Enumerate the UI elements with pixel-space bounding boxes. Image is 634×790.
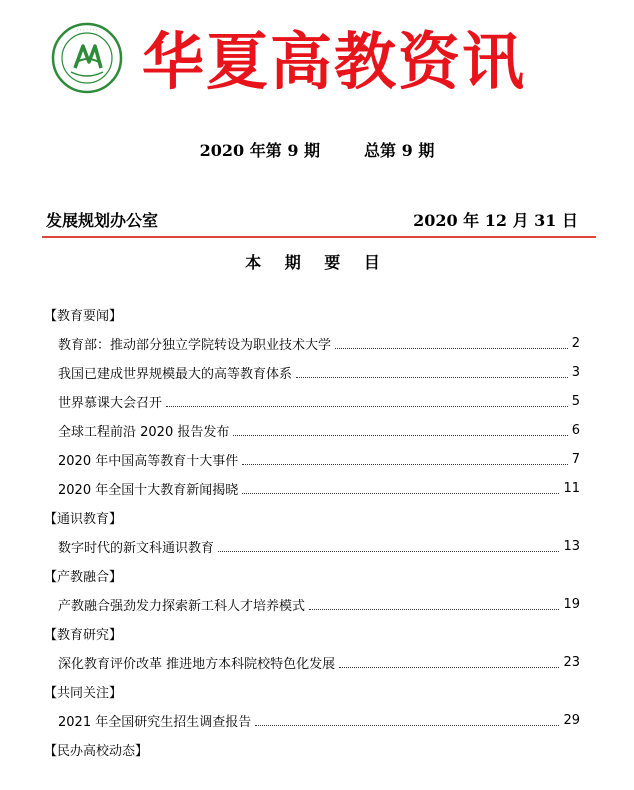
toc-section-heading: 【民办高校动态】: [44, 744, 149, 759]
toc-entry-page: 7: [571, 452, 580, 467]
toc-entry[interactable]: [44, 329, 580, 358]
publication-date: 2020 年 12 月 31 日: [413, 211, 578, 230]
toc-entry-title: 世界慕课大会召开: [58, 396, 163, 411]
toc-section-heading: 【产教融合】: [44, 570, 123, 585]
toc-section-heading: 【通识教育】: [44, 512, 123, 527]
toc-entry-page: 6: [571, 423, 580, 438]
toc-entry-title: 我国已建成世界规模最大的高等教育体系: [58, 367, 293, 382]
dot-leader: [255, 725, 559, 726]
dot-leader: [296, 377, 568, 378]
toc-entry[interactable]: [44, 416, 580, 445]
toc-entry-page: 5: [571, 394, 580, 409]
toc-title: 本 期 要 目: [245, 253, 389, 272]
dot-leader: [233, 435, 567, 436]
toc-section-heading: 【共同关注】: [44, 686, 123, 701]
toc-entry-title: 全球工程前沿 2020 报告发布: [58, 425, 230, 440]
dot-leader: [242, 493, 559, 494]
toc-entry[interactable]: [44, 445, 580, 474]
toc-section-heading: 【教育要闻】: [44, 309, 123, 324]
toc-entry-title: 2020 年全国十大教育新闻揭晓: [58, 483, 239, 498]
dot-leader: [339, 667, 559, 668]
svg-text:· · · · · · ·: · · · · · · ·: [76, 27, 98, 34]
toc-entry-title: 数字时代的新文科通识教育: [58, 541, 215, 556]
institution-seal-logo: [51, 22, 123, 94]
toc-entry-page: 13: [563, 539, 580, 554]
toc-entry[interactable]: [44, 358, 580, 387]
toc-entry-page: 29: [563, 713, 580, 728]
dot-leader: [335, 348, 568, 349]
header-rule: [42, 236, 596, 238]
toc-entry-page: 3: [571, 365, 580, 380]
toc-entry-title: 2021 年全国研究生招生调查报告: [58, 715, 252, 730]
toc-entry-title: 产教融合强劲发力探索新工科人才培养模式: [58, 599, 306, 614]
toc-entry[interactable]: [44, 387, 580, 416]
total-issue: 总第 9 期: [364, 141, 435, 160]
issue-number: 2020 年第 9 期: [199, 141, 321, 160]
department: 发展规划办公室: [46, 211, 159, 230]
toc-entry[interactable]: [44, 648, 580, 677]
toc-entry[interactable]: [44, 590, 580, 619]
toc-entry[interactable]: [44, 532, 580, 561]
toc-entry-page: 2: [571, 336, 580, 351]
toc-entry[interactable]: [44, 706, 580, 735]
toc-entry-title: 深化教育评价改革 推进地方本科院校特色化发展: [58, 657, 336, 672]
toc-section-heading: 【教育研究】: [44, 628, 123, 643]
table-of-contents: [44, 300, 580, 764]
toc-entry-title: 教育部：推动部分独立学院转设为职业技术大学: [58, 338, 332, 353]
dot-leader: [218, 551, 559, 552]
toc-entry-page: 23: [563, 655, 580, 670]
dot-leader: [242, 464, 568, 465]
masthead-title: 华夏高教资讯: [142, 25, 527, 98]
toc-entry[interactable]: [44, 474, 580, 503]
toc-entry-title: 2020 年中国高等教育十大事件: [58, 454, 239, 469]
dot-leader: [166, 406, 568, 407]
dot-leader: [309, 609, 559, 610]
issue-line: [0, 138, 634, 161]
toc-entry-page: 19: [563, 597, 580, 612]
toc-entry-page: 11: [563, 481, 580, 496]
